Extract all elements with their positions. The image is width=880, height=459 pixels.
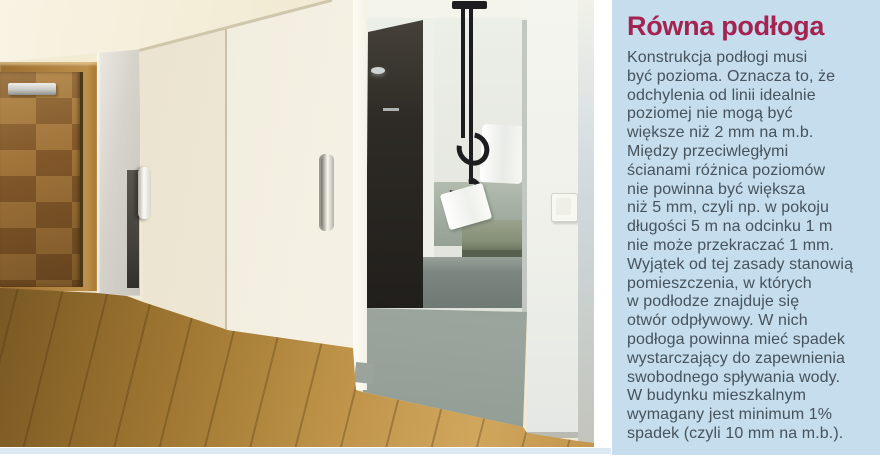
- article-body-line: nie powinna być większa: [627, 180, 806, 198]
- article-body-line: niż 5 mm, czyli np. w pokoju: [627, 199, 829, 217]
- entrance-door: [0, 72, 80, 287]
- sliding-door-seam: [225, 27, 227, 331]
- article-panel: [612, 0, 880, 455]
- article-body-line: Między przeciwległymi: [627, 142, 789, 160]
- article-body-line: w podłodze znajduje się: [627, 293, 800, 311]
- shower-door-frame: [423, 20, 434, 262]
- ceiling-spotlight: [371, 67, 385, 74]
- article-body-line: ścianami różnica poziomów: [627, 161, 826, 179]
- article-body-line: być pozioma. Oznacza to, że: [627, 67, 836, 85]
- photo-bottom-accent-strip: [0, 448, 611, 454]
- article-body-line: wymagany jest minimum 1%: [627, 406, 833, 424]
- article-body: [627, 49, 870, 444]
- article-body-line: Konstrukcja podłogi musi: [627, 49, 808, 66]
- sliding-door-handle-left: [138, 167, 151, 219]
- door-closer: [8, 83, 56, 95]
- doorway-jamb: [353, 0, 367, 390]
- doorway-threshold: [354, 362, 375, 384]
- article-title: Równa podłoga: [627, 11, 825, 41]
- article-body-line: otwór odpływowy. W nich: [627, 312, 808, 330]
- article-body-line: nie może przekraczać 1 mm.: [627, 236, 835, 254]
- shower-rail-glint: [383, 108, 399, 111]
- article-body-line: długości 5 m na odcinku 1 m: [627, 218, 833, 236]
- article-body-line: większe niż 2 mm na m.b.: [627, 124, 814, 142]
- article-body-line: wystarczający do zapewnienia: [627, 349, 846, 367]
- article-body-line: W budynku mieszkalnym: [627, 387, 807, 405]
- article-body-line: Wyjątek od tej zasady stanowią: [627, 255, 854, 273]
- article-body-line: pomieszczenia, w których: [627, 274, 812, 292]
- light-switch-rocker: [556, 198, 571, 215]
- article-body-line: podłoga powinna mieć spadek: [627, 330, 845, 348]
- article-body-line: swobodnego spływania wody.: [627, 368, 841, 386]
- light-switch: [551, 193, 578, 222]
- door-edge-gap: [80, 72, 83, 287]
- article-body-line: odchylenia od linii idealnie: [627, 86, 816, 104]
- article-body-line: poziomej nie mogą być: [627, 105, 793, 123]
- doorway-lintel: [353, 0, 527, 20]
- sliding-door-handle-right: [321, 154, 334, 231]
- stone-counter: [462, 220, 527, 250]
- article-body-line: spadek (czyli 10 mm na m.b.).: [627, 424, 844, 442]
- shower-low-wall: [423, 257, 523, 308]
- towel-hook-rod: [461, 8, 465, 138]
- shower-opening: [366, 18, 423, 308]
- photo-right-edge-wall: [578, 0, 594, 447]
